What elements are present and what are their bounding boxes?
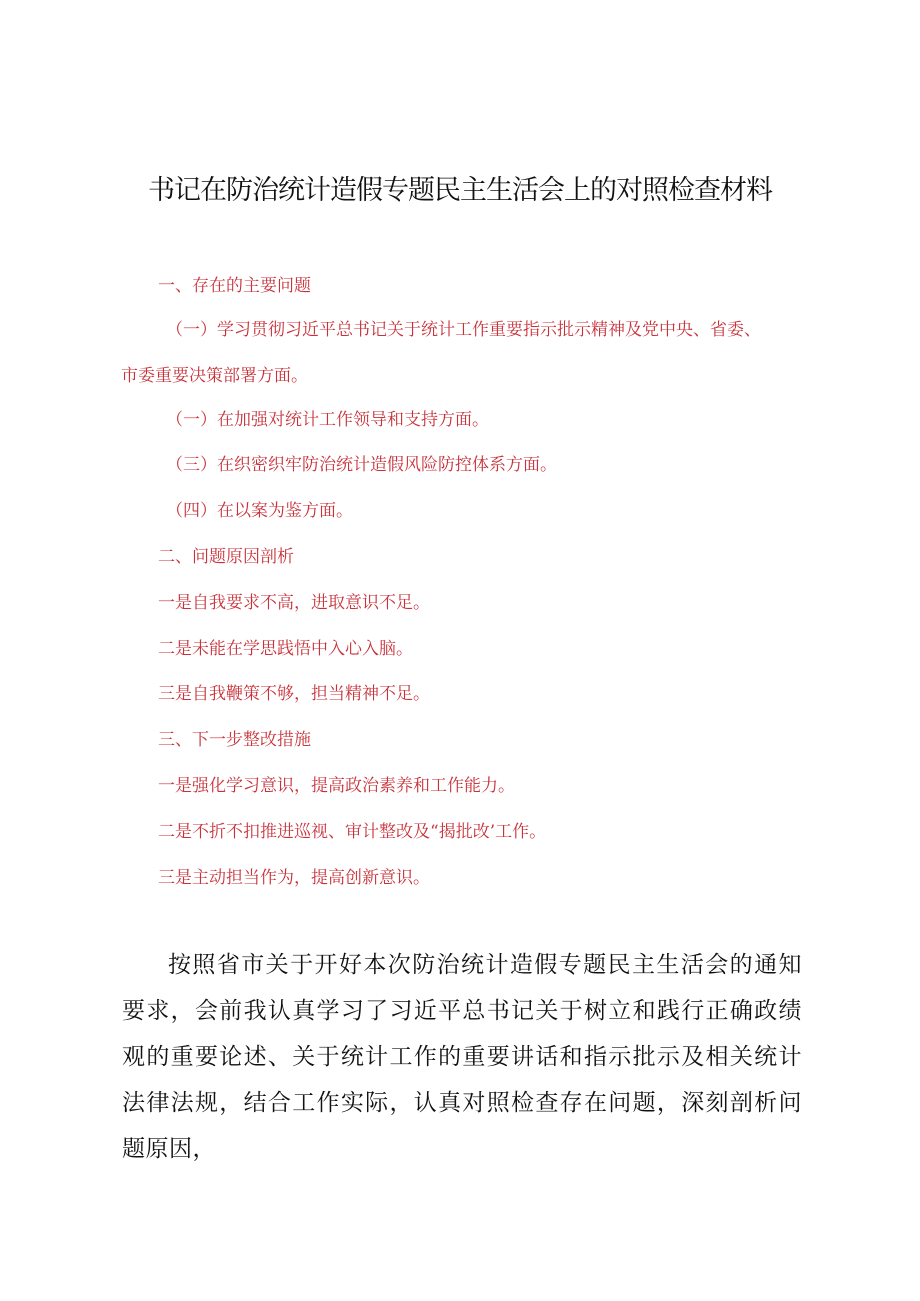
outline-item: 二是不折不扣推进巡视、审计整改及“揭批改’工作。 (158, 822, 547, 842)
outline-item: （四）在以案为鉴方面。 (166, 501, 353, 521)
outline-item: （三）在织密织牢防治统计造假风险防控体系方面。 (166, 455, 557, 475)
outline-item: 一是自我要求不高，进取意识不足。 (158, 593, 430, 613)
outline-item: 二是未能在学思践悟中入心入脑。 (158, 639, 413, 659)
section-heading: 二、问题原因剖析 (158, 547, 294, 567)
outline-item-continued: 市委重要决策部署方面。 (121, 366, 308, 386)
outline-item: 一是强化学习意识，提高政治素养和工作能力。 (158, 776, 515, 796)
outline-item: （一）学习贯彻习近平总书记关于统计工作重要指示批示精神及党中央、省委、 (166, 320, 761, 340)
outline-item: 三是自我鞭策不够，担当精神不足。 (158, 684, 430, 704)
outline-item: （一）在加强对统计工作领导和支持方面。 (166, 410, 489, 430)
document-title: 书记在防治统计造假专题民主生活会上的对照检查材料 (148, 175, 772, 206)
section-heading: 一、存在的主要问题 (158, 276, 311, 296)
outline-item: 三是主动担当作为，提高创新意识。 (158, 868, 430, 888)
body-paragraph: 按照省市关于开好本次防治统计造假专题民主生活会的通知要求，会前我认真学习了习近平总书记关于树立和践行正确政绩观的重要论述、关于统计工作的重要讲话和指示批示及相关统计法律法规，结合工作实际，认真对照检查存在问题，深刻剖析问题原因， (122, 952, 802, 1162)
section-heading: 三、下一步整改措施 (158, 730, 311, 750)
